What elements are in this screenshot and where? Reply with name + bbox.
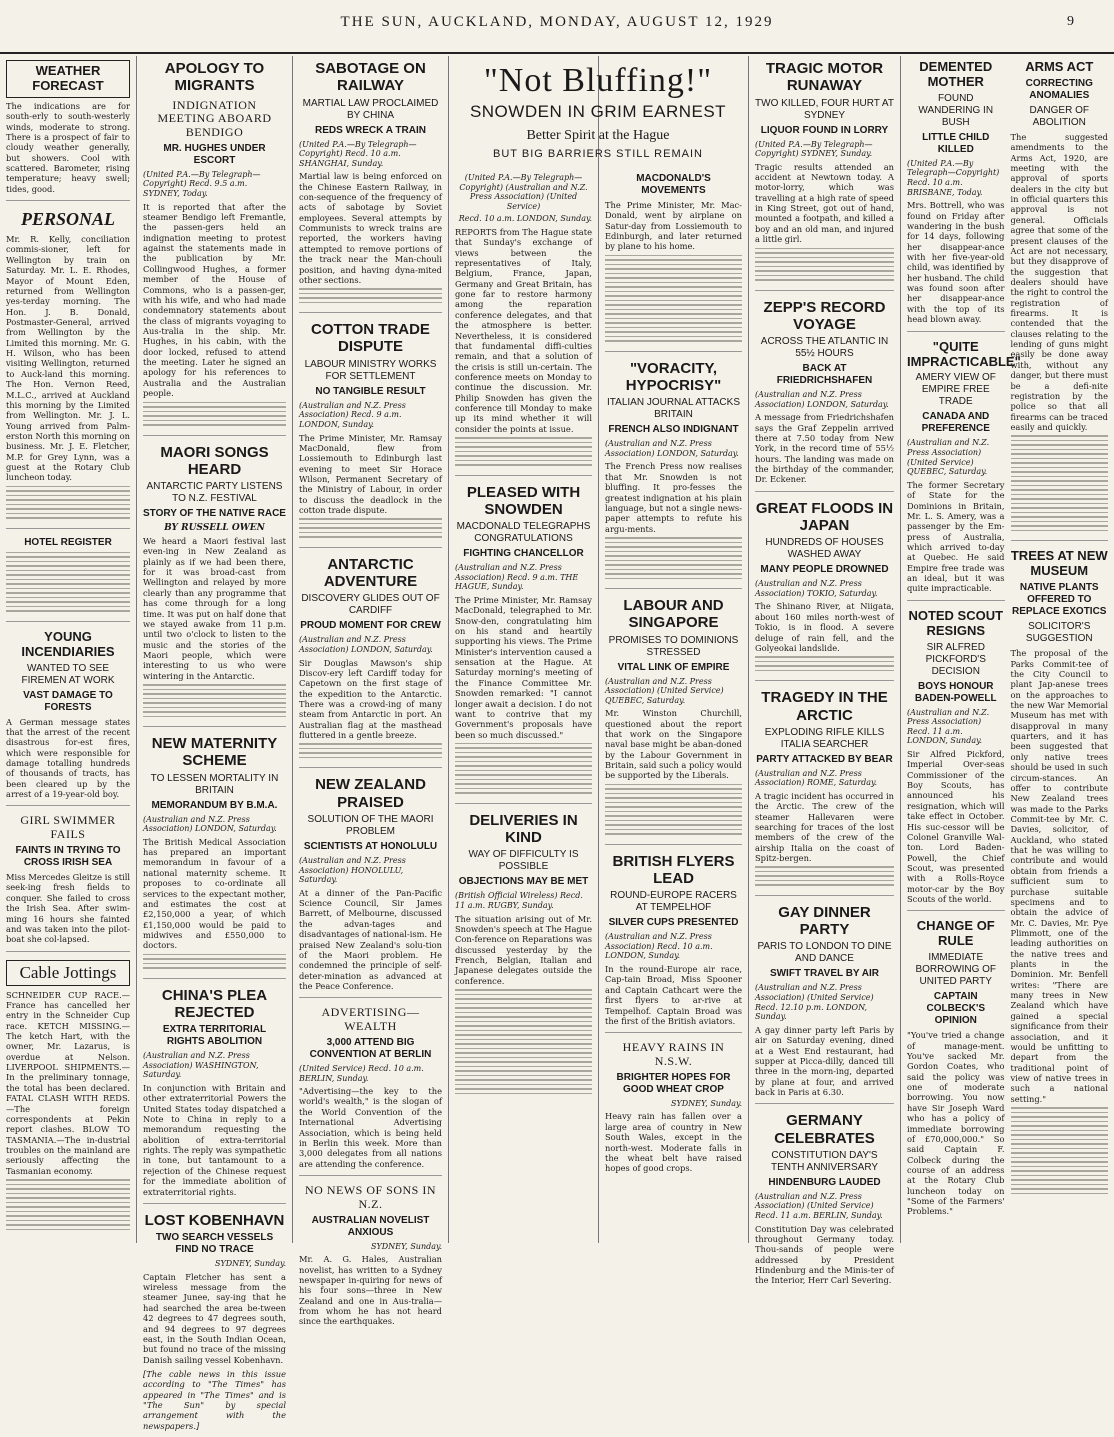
trees-body: The proposal of the Parks Commit-tee of the City Council to plant Jap-anese trees on the approaches to the new War Memorial Museum has met with disapproval in many quarters, and it has been suggested that only native trees should be used in such circum-stances. An offer to contribute New Zealand trees was made to the Parks Commit-tee by Mr. C. Davies, solicitor, of Auckland, who stated that he was willing to contribute and would obtain from friends a sufficient sum to purchase suitable specimens and to obtain the advice of Mr. C. Davies, Mr. Pye Plimmott, one of the leading authorities on the native trees and plants in the Dominion. Mr. Benfell writes: "There are many trees in New Zealand which have gained a special significance from their association, and it would be unfitting to depart from the traditional point of view of native trees in such a national setting." [1010, 648, 1108, 1104]
sabotage-body: Martial law is being enforced on the Chinese Eastern Railway, in con-sequence of the frequency of acts of sabotage by Soviet employees. Several attempts by Communists to wreck trains are reported, the workers having attempted to remove portions of the track near the Man-chouli position, and having dyna-mited other sections. [299, 171, 442, 285]
labour-sub: PROMISES TO DOMINIONS STRESSED [608, 634, 739, 658]
article-antarctic [299, 556, 442, 769]
article-british-flyers [605, 853, 742, 1033]
scout-sub2: BOYS HONOUR BADEN-POWELL [914, 680, 997, 704]
quite-body: The former Secretary of State for the Dominions in Britain, Mr. L. S. Amery, was a passenger by the Em-press of Australia, which arrived to-day at Quebec. He said Empire free trade was an ideal, but it was quite impracticable. [907, 479, 1005, 594]
filler-lines [605, 537, 742, 579]
article-maternity-scheme [143, 735, 286, 979]
migrants-sub2: MR. HUGHES UNDER ESCORT [163, 142, 266, 166]
article-labour-singapore [605, 597, 742, 845]
article-arms-act [1011, 60, 1109, 541]
quite-sub2: CANADA AND PREFERENCE [921, 411, 990, 435]
deliveries-heading: DELIVERIES IN KIND [469, 811, 578, 847]
migrants-credit: (United P.A.—By Telegraph—Copyright) Recd. 9.5 a.m. SYDNEY, Today. [143, 169, 261, 199]
mother-heading: DEMENTED MOTHER [919, 59, 993, 89]
filler-lines [299, 743, 442, 758]
article-tragic-runaway [755, 60, 894, 291]
germany-body: Constitution Day was celebrated throughout Germany today. Thou-sands of people were addressed by President Hindenburg and the Minis-ter of the Interior, Herr Carl Severing. [755, 1223, 894, 1286]
article-personal [6, 209, 130, 529]
germany-credit: (Australian and N.Z. Press Association) (United Service) Recd. 11 a.m. BERLIN, Sunday. [755, 1191, 883, 1221]
pleased-sub: MACDONALD TELEGRAPHS CONGRATULATIONS [456, 521, 591, 545]
banner-second: SNOWDEN IN GRIM EARNEST [469, 102, 727, 121]
flyers-heading: BRITISH FLYERS LEAD [612, 852, 735, 888]
antarctic-body: Sir Douglas Mawson's ship Discov-ery left Cardiff today for Capetown on the first stage of the expedition to the Antarctic. There was a crowd-ing of many steam from Antarctic in port. An Australian flag at the masthead fluttered in a gentle breeze. [299, 657, 442, 741]
sabotage-sub2: REDS WRECK A TRAIN [315, 124, 426, 136]
trees-sub2: SOLICITOR'S SUGGESTION [1025, 621, 1093, 645]
china-body: In conjunction with Britain and other extraterritorial Powers the United States today dispatched a Note to China in reply to a memorandum requesting the abolition of extra-territorial rights. The reply was sympathetic in tone, but tantamount to a rejection of the Chinese request for the immediate abolition of extraterritorial rights. [143, 1082, 286, 1197]
floods-credit: (Australian and N.Z. Press Association) TOKIO, Saturday. [755, 579, 878, 598]
change-sub: IMMEDIATE BORROWING OF UNITED PARTY [915, 952, 997, 988]
scout-sub: SIR ALFRED PICKFORD'S DECISION [925, 641, 986, 677]
migrants-body: It is reported that after the steamer Bendigo left Fremantle, the passen-gers held an indignation meeting to protest against the statements made in the publication by Mr. Collingwood Hughes, a former member of the House of Commons, who is a passen-ger, with his wife, and who had made condemnatory statements about the class of migrants voyaging to Aus-tralia in the ship. Mr. Hughes, in his cabin, with the door locked, refused to attend the meeting. Later he signed an apology for his references to Australia and the Australian people. [143, 201, 286, 399]
girl-body: Miss Mercedes Gleitze is still seek-ing fresh fields to conquer. She failed to cross the Irish Sea. After swim-ming 16 hours she fainted and was taken into the pilot-boat she col-lapsed. [6, 872, 130, 945]
personal-heading: PERSONAL [20, 209, 116, 230]
young-sub2: VAST DAMAGE TO FORESTS [23, 689, 113, 713]
voracity-body: The French Press now realises that Mr. Snowden is not bluffing. It pro-fesses the greatest indignation at his plain language, but not a single news-paper attempts to refute his argu-ments. [605, 461, 742, 534]
change-heading: CHANGE OF RULE [916, 918, 995, 949]
article-hotel-register [6, 537, 130, 622]
deliveries-credit: (British Official Wireless) Recd. 11 a.m. RUGBY, Sunday. [455, 891, 583, 911]
article-macdonald-movements [605, 173, 742, 352]
article-germany-celebrates [755, 1112, 894, 1291]
hague-body: REPORTS from The Hague state that Sunday's exchange of views between the representatives of Italy, Belgium, France, Japan, Germany and Great Britain, has gone far to restore harmony among the reparation conference delegates, and that the atmosphere is better. Nevertheless, it is considered that fundamental diffi-culties remain, and that a solution of the crisis is still un-certain. The conference meets on Monday to continue the discussion. Mr. Philip Snowden has given the conference till Monday to make up its mind whether it will consider the points at issue. [455, 226, 592, 434]
filler-lines [755, 656, 894, 671]
filler-lines [143, 954, 286, 969]
arctic-sub2: PARTY ATTACKED BY BEAR [756, 753, 893, 765]
maternity-body: The British Medical Association has prepared an important memorandum in favour of a national maternity scheme. It proposes to co-ordinate all services to the expectant mother, and estimates the cost at £2,150,000 a year, of which £1,150,000 would be paid to midwives and £550,000 to doctors. [143, 836, 286, 951]
flyers-credit: (Australian and N.Z. Press Association) Recd. 10 a.m. LONDON, Sunday. [605, 932, 713, 961]
arctic-heading: TRAGEDY IN THE ARCTIC [761, 689, 888, 724]
pleased-body: The Prime Minister, Mr. Ramsay MacDonald, telegraphed to Mr. Snow-den, congratulating him on his stand and heartily supporting his views. The Prime Minister's intervention caused a sensation at the Hague. At Saturday morning's meeting of the Finance Committee Mr. Snowden remarked: "I cannot longer await a decision. I do not want to contrive that my Government's proposals have been so much discussed." [455, 594, 592, 740]
article-china-plea [143, 987, 286, 1204]
trees-sub: NATIVE PLANTS OFFERED TO REPLACE EXOTICS [1012, 582, 1107, 618]
change-body: "You've tried a change of manage-ment. You've sacked Mr. Gordon Coates, who said the policy was one of moderate borrowing. You now have Sir Joseph Ward who has a policy of immediate borrowing of £70,000,000." So said Captain F. Colbeck during the course of an address at the Rotary Club luncheon today on "Some of the Farmers' Problems." [907, 1030, 1005, 1217]
china-sub: EXTRA TERRITORIAL RIGHTS ABOLITION [162, 1024, 267, 1048]
article-weather [6, 60, 130, 201]
cable-heading: Cable Jottings [6, 960, 130, 986]
article-cotton-dispute [299, 321, 442, 548]
kobenhavn-credit: SYDNEY, Sunday. [214, 1259, 286, 1269]
maori-sub2: STORY OF THE NATIVE RACE [143, 508, 286, 519]
gay-heading: GAY DINNER PARTY [778, 903, 871, 939]
labour-heading: LABOUR AND SINGAPORE [623, 597, 724, 632]
scout-heading: NOTED SCOUT RESIGNS [908, 607, 1004, 638]
mother-credit: (United P.A.—By Telegraph—Copyright) Recd. 10 a.m. BRISBANE, Today. [907, 158, 1000, 197]
flyers-sub2: SILVER CUPS PRESENTED [608, 917, 739, 929]
maori-sub: ANTARCTIC PARTY LISTENS TO N.Z. FESTIVAL [146, 481, 283, 504]
arms-heading: ARMS ACT [1025, 59, 1094, 74]
article-trees-museum [1011, 549, 1109, 1203]
article-arctic-tragedy [755, 689, 894, 896]
quite-heading: "QUITE IMPRACTICABLE" [907, 338, 1021, 369]
kobenhavn-note: [The cable news in this issue according to "The Times" has appeared in "The Times" and is "The Sun" by special arrangement with the newspapers.] [143, 1368, 286, 1431]
pleased-sub2: FIGHTING CHANCELLOR [463, 548, 584, 560]
maternity-heading: NEW MATERNITY SCHEME [151, 735, 278, 770]
sons-credit: SYDNEY, Sunday. [370, 1241, 442, 1251]
tragic-sub: TWO KILLED, FOUR HURT AT SYDNEY [755, 97, 894, 121]
hotel-heading: HOTEL REGISTER [24, 536, 112, 548]
article-cable-jottings [6, 960, 130, 1239]
macdonald-heading: MACDONALD'S MOVEMENTS [636, 173, 711, 196]
sons-sub: AUSTRALIAN NOVELIST ANXIOUS [311, 1214, 430, 1238]
kobenhavn-body: Captain Fletcher has sent a wireless message from the steamer Junee, say-ing that he had searched the area be-tween 42 degrees to 47 degrees south, and 94 degrees to 97 degrees east, in the South Indian Ocean, but found no trace of the missing Danish sailing vessel Kobenhavn. [143, 1271, 286, 1365]
nz-heading: NEW ZEALAND PRAISED [315, 776, 426, 811]
article-sabotage-railway [299, 60, 442, 313]
arctic-sub: EXPLODING RIFLE KILLS ITALIA SEARCHER [764, 726, 885, 750]
article-nz-praised [299, 776, 442, 998]
china-credit: (Australian and N.Z. Press Association) WASHINGTON, Saturday. [143, 1051, 259, 1080]
filler-lines [605, 784, 742, 835]
labour-sub2: VITAL LINK OF EMPIRE [617, 661, 730, 673]
article-hague [455, 173, 592, 476]
flyers-body: In the round-Europe air race, Cap-tain Broad, Miss Spooner and Captain Cathcart were the first flyers to ar-rive at Tempelhof. Captain Broad was the first of the British aviators. [605, 964, 742, 1026]
zeppelin-sub2: BACK AT FRIEDRICHSHAFEN [776, 363, 873, 387]
article-deliveries-in-kind [455, 812, 592, 1103]
cotton-body: The Prime Minister, Mr. Ramsay MacDonald, flew from Lossiemouth to Edinburgh last evening to meet Sir Horace Wilson, Permanent Secretary of the Ministry of Labour, in order to discuss the deadlock in the cotton trade dispute. [299, 432, 442, 516]
filler-lines [143, 402, 286, 426]
maternity-credit: (Australian and N.Z. Press Association) LONDON, Saturday. [143, 814, 277, 834]
banner-headline [448, 56, 748, 166]
banner-third: Better Spirit at the Hague [526, 128, 670, 143]
antarctic-sub2: PROUD MOMENT FOR CREW [300, 620, 441, 632]
sabotage-sub: MARTIAL LAW PROCLAIMED BY CHINA [302, 97, 439, 121]
filler-lines [755, 866, 894, 886]
voracity-sub: ITALIAN JOURNAL ATTACKS BRITAIN [607, 397, 740, 421]
arms-sub2: DANGER OF ABOLITION [1029, 104, 1089, 128]
voracity-credit: (Australian and N.Z. Press Association) LONDON, Saturday. [605, 439, 739, 458]
article-change-of-rule [907, 919, 1005, 1222]
page-number: 9 [1067, 14, 1074, 29]
gay-sub: PARIS TO LONDON TO DINE AND DANCE [757, 941, 892, 965]
masthead-title: THE SUN, AUCKLAND, MONDAY, AUGUST 12, 1929 [340, 14, 774, 30]
filler-lines [455, 437, 592, 466]
migrants-heading: APOLOGY TO MIGRANTS [164, 60, 265, 95]
article-young-incendiaries [6, 630, 130, 807]
filler-lines [605, 255, 742, 342]
girl-sub: FAINTS IN TRYING TO CROSS IRISH SEA [15, 845, 121, 869]
deliveries-sub2: OBJECTIONS MAY BE MET [458, 876, 589, 888]
hague-dateline: Recd. 10 a.m. LONDON, Sunday. [458, 214, 592, 224]
deliveries-body: The situation arising out of Mr. Snowden's speech at The Hague Con-ference on Reparations was discussed yesterday by the French, Belgian, Italian and Japanese delegates outside the conference. [455, 913, 592, 986]
article-lost-kobenhavn [143, 1212, 286, 1437]
voracity-heading: "VORACITY, HYPOCRISY" [625, 359, 722, 395]
nz-sub: SOLUTION OF THE MAORI PROBLEM [307, 813, 434, 837]
hague-credit: (United P.A.—By Telegraph—Copyright) (Australian and N.Z. Press Association) (United Service) [459, 173, 588, 211]
arctic-credit: (Australian and N.Z. Press Association) ROME, Saturday. [755, 768, 878, 788]
article-noted-scout [907, 609, 1005, 912]
rains-body: Heavy rain has fallen over a large area of country in New South Wales, except in the north-west. Moderate falls in the wheat belt have raised hopes of good crops. [605, 1111, 742, 1174]
cotton-heading: COTTON TRADE DISPUTE [311, 321, 430, 356]
labour-body: Mr. Winston Churchill, questioned about the report that work on the Singapore naval base might be aban-doned by the Labour Government in Britain, said such a policy would be supported by the Liberals. [605, 708, 742, 781]
filler-lines [455, 743, 592, 794]
young-heading: YOUNG INCENDIARIES [21, 628, 115, 659]
rains-heading: HEAVY RAINS IN N.S.W. [622, 1040, 725, 1069]
migrants-sub: INDIGNATION MEETING ABOARD BENDIGO [157, 97, 272, 140]
pleased-credit: (Australian and N.Z. Press Association) Recd. 9 a.m. THE HAGUE, Sunday. [455, 563, 579, 592]
article-heavy-rains [605, 1041, 742, 1179]
column-6 [749, 56, 900, 1286]
column-4 [449, 170, 598, 1243]
maori-byline: BY RUSSELL OWEN [164, 523, 265, 533]
antarctic-heading: ANTARCTIC ADVENTURE [323, 555, 418, 591]
article-apology-migrants [143, 60, 286, 436]
subcolumn-b [1011, 56, 1109, 1231]
rains-sub: BRIGHTER HOPES FOR GOOD WHEAT CROP [616, 1071, 731, 1095]
arms-body: The suggested amendments to the Arms Act, 1920, are meeting with the approval of sports dealers in the city but in official quarters this approval is not general. Officials agree that some of the present clauses of the Act are not necessary, but they disapprove of the suggestion that dealers should have the right to control the registration of firearms. It is contended that the clauses relating to the lending of guns might easily be done away with, without any danger, but there must be a defi-nite registration by the police so that all firearms can be traced easily and quickly. [1010, 131, 1108, 432]
filler-lines [755, 248, 894, 281]
nz-body: At a dinner of the Pan-Pacific Science Council, Sir James Barrett, of Melbourne, discussed the advan-tages and disadvantages of national-ism. He praised New Zealand's solu-tion of the Maori problem. He condemned the principle of self-deter-mination as advanced at the Peace Conference. [299, 887, 442, 991]
maori-body: We heard a Maori festival last even-ing in New Zealand as plainly as if we had been there, for it was broad-cast from Wellington and relayed by more clearly than any programme that has come through for a long time. It was put on half done that we stayed awake from 11 p.m. until two o'clock to listen to the music and the stories of the Maori people, which were interesting to us who were wintering in the Antarctic. [143, 536, 286, 681]
voracity-sub2: FRENCH ALSO INDIGNANT [608, 424, 739, 436]
column-3 [293, 56, 448, 1327]
filler-lines [6, 1179, 130, 1230]
article-zeppelin-voyage [755, 299, 894, 492]
banner-fourth: BUT BIG BARRIERS STILL REMAIN [493, 148, 703, 160]
mother-sub2: LITTLE CHILD KILLED [922, 131, 990, 155]
column-7 [901, 56, 1114, 1243]
maternity-sub2: MEMORANDUM BY B.M.A. [151, 799, 278, 811]
zeppelin-credit: (Australian and N.Z. Press Association) LONDON, Saturday. [755, 390, 889, 409]
kobenhavn-heading: LOST KOBENHAVN [144, 1211, 285, 1229]
weather-body: The indications are for south-erly to south-westerly winds, moderate to strong. There is a prospect of fair to cloudy weather generally, but showers. Cool with scattered. Barometer, rising temperature; heavy swell; tides, good. [6, 100, 130, 194]
germany-heading: GERMANY CELEBRATES [774, 1112, 875, 1147]
article-no-news-sons [299, 1184, 442, 1333]
column-1 [0, 56, 136, 1243]
floods-heading: GREAT FLOODS IN JAPAN [755, 499, 894, 535]
deliveries-sub: WAY OF DIFFICULTY IS POSSIBLE [468, 849, 579, 873]
article-gay-dinner [755, 904, 894, 1104]
article-girl-swimmer [6, 814, 130, 951]
tragic-heading: TRAGIC MOTOR RUNAWAY [765, 60, 884, 95]
masthead [0, 0, 1114, 54]
gay-sub2: SWIFT TRAVEL BY AIR [769, 968, 880, 980]
floods-sub: HUNDREDS OF HOUSES WASHED AWAY [765, 537, 884, 561]
trees-heading: TREES AT NEW MUSEUM [1010, 548, 1108, 579]
kobenhavn-sub: TWO SEARCH VESSELS FIND NO TRACE [155, 1232, 274, 1256]
filler-lines [143, 684, 286, 717]
filler-lines [299, 288, 442, 303]
nz-sub2: SCIENTISTS AT HONOLULU [303, 840, 438, 852]
young-sub1: WANTED TO SEE FIREMEN AT WORK [21, 662, 115, 686]
filler-lines [455, 989, 592, 1094]
quite-credit: (Australian and N.Z. Press Association) (United Service) QUEBEC, Saturday. [907, 438, 990, 477]
gay-body: A gay dinner party left Paris by air on Saturday evening, dined at a West End restaurant, had supper at Picca-dilly, danced till three in the morn-ing, departed by plane at four, and arrived back in Paris at 6.30. [755, 1024, 894, 1097]
arctic-body: A tragic incident has occurred in the Arctic. The crew of the steamer Hallevaren were searching for traces of the lost members of the crew of the airship Italia on the coast of Spitz-bergen. [755, 790, 894, 864]
filler-lines [1011, 435, 1109, 531]
flyers-sub: ROUND-EUROPE RACERS AT TEMPELHOF [610, 890, 737, 914]
sabotage-heading: SABOTAGE ON RAILWAY [315, 60, 426, 95]
pleased-heading: PLEASED WITH SNOWDEN [466, 483, 581, 518]
scout-body: Sir Alfred Pickford, Imperial Over-seas Commissioner of the Boy Scouts, has announced his resignation, which will take effect in October. His suc-cessor will be Colonel Granville Wal-ton. Lord Baden-Powell, the Chief Scout, was presented with a Rolls-Royce motor-car by the Boy Scouts of the world. [907, 749, 1005, 905]
article-voracity [605, 360, 742, 589]
article-pleased-snowden [455, 484, 592, 804]
tragic-credit: (United P.A.—By Telegraph—Copyright) SYDNEY, Sunday. [755, 139, 873, 159]
sabotage-credit: (United P.A.—By Telegraph—Copyright) Recd. 10 a.m. SHANGHAI, Sunday. [299, 139, 417, 168]
germany-sub: CONSTITUTION DAY'S TENTH ANNIVERSARY [770, 1149, 879, 1173]
cotton-sub2: NO TANGIBLE RESULT [315, 385, 426, 397]
macdonald-body: The Prime Minister, Mr. Mac-Donald, went by airplane on Satur-day from Lossiemouth to Edinburgh, and later returned by plane to his home. [605, 200, 742, 252]
article-demented-mother [907, 60, 1005, 332]
column-2 [137, 56, 292, 1431]
cable-body: SCHNEIDER CUP RACE.—France has cancelled her entry in the Schneider Cup race. KETCH MISSING.—The ketch Hart, with the owner, Mr. Lazarus, is overdue at Nelson. LIVERPOOL SHIPMENTS.—In the preliminary tonnage, the total has been declared. FATAL CLASH WITH REDS.—The foreign correspondents at Pekin report clashes. BLOW TO TASMANIA.—The in-dustrial troubles on the mainland are seriously affecting the Tasmanian economy. [6, 989, 130, 1176]
cotton-sub: LABOUR MINISTRY WORKS FOR SETTLEMENT [304, 358, 437, 382]
rains-credit: SYDNEY, Sunday. [670, 1098, 742, 1108]
weather-heading: WEATHER FORECAST [6, 60, 130, 98]
article-advertising [299, 1006, 442, 1176]
filler-lines [6, 552, 130, 612]
cotton-credit: (Australian and N.Z. Press Association) Recd. 9 a.m. LONDON, Sunday. [299, 400, 406, 429]
gay-credit: (Australian and N.Z. Press Association) (United Service) Recd. 12.10 p.m. LONDON, Sunday. [755, 983, 874, 1022]
advert-sub: 3,000 ATTEND BIG CONVENTION AT BERLIN [309, 1036, 432, 1060]
antarctic-sub: DISCOVERY GLIDES OUT OF CARDIFF [301, 593, 440, 617]
floods-body: The Shinano River, at Niigata, about 160 miles north-west of Tokio, is in flood. A severe deluge of rain fell, and the Golyeokai landslide. [755, 601, 894, 653]
article-quite-impracticable [907, 338, 1021, 601]
young-body: A German message states that the arrest of the recent disastrous for-est fires, which were responsible for damage totalling hundreds of thousands of tracts, has been cleared up by the arrest of a 19-year-old boy. [6, 716, 130, 800]
advert-heading: ADVERTISING—WEALTH [321, 1005, 420, 1034]
column-5 [599, 170, 748, 1243]
floods-sub2: MANY PEOPLE DROWNED [760, 564, 889, 576]
arms-sub: CORRECTING ANOMALIES [1025, 77, 1093, 101]
sons-body: Mr. A. G. Hales, Australian novelist, has written to a Sydney newspaper in-quiring for news of his four sons—three in New Zealand and one in Aus-tralia—from whom he has not heard since the earthquakes. [299, 1254, 442, 1327]
scout-credit: (Australian and N.Z. Press Association) Recd. 11 a.m. LONDON, Sunday. [907, 707, 990, 746]
zeppelin-body: A message from Friedrichshafen says the Graf Zeppelin arrived there at 7.50 today from New York, in the record time of 55½ hours. The landing was made on the birthday of the commander, Dr. Eckener. [755, 412, 894, 485]
zeppelin-sub: ACROSS THE ATLANTIC IN 55½ HOURS [760, 336, 889, 360]
change-sub2: CAPTAIN COLBECK'S OPINION [926, 991, 985, 1027]
filler-lines [299, 518, 442, 538]
mother-body: Mrs. Bottrell, who was found on Friday after wandering in the bush for 14 days, following her disappear-ance with her five-year-old child, was identified by her husband. The child was found soon after her disappear-ance with the top of its head blown away. [907, 200, 1005, 325]
labour-credit: (Australian and N.Z. Press Association) (United Service) QUEBEC, Saturday. [605, 676, 724, 705]
maternity-sub: TO LESSEN MORTALITY IN BRITAIN [150, 772, 279, 796]
tragic-sub2: LIQUOR FOUND IN LORRY [760, 124, 889, 136]
banner-main: "Not Bluffing!" [483, 62, 713, 99]
advert-body: "Advertising—the key to the world's wealth," is the slogan of the World Convention of the International Advertising Association, which is being held in Berlin this week. More than 3,000 delegates from all nations are attending the conference. [299, 1086, 442, 1169]
advert-credit: (United Service) Recd. 10 a.m. BERLIN, Sunday. [299, 1063, 424, 1083]
zeppelin-heading: ZEPP'S RECORD VOYAGE [763, 298, 886, 333]
article-maori-songs [143, 444, 286, 728]
china-heading: CHINA'S PLEA REJECTED [161, 986, 268, 1021]
filler-lines [1011, 1107, 1109, 1194]
mother-sub: FOUND WANDERING IN BUSH [918, 92, 994, 128]
germany-sub2: HINDENBURG LAUDED [768, 1176, 881, 1188]
filler-lines [6, 486, 130, 519]
maori-heading: MAORI SONGS HEARD [160, 443, 269, 478]
quite-sub: AMERY VIEW OF EMPIRE FREE TRADE [915, 372, 996, 408]
antarctic-credit: (Australian and N.Z. Press Association) LONDON, Saturday. [299, 635, 433, 654]
sons-heading: NO NEWS OF SONS IN N.Z. [304, 1182, 436, 1211]
girl-heading: GIRL SWIMMER FAILS [20, 813, 116, 842]
article-floods-japan [755, 500, 894, 681]
personal-body: Mr. R. Kelly, conciliation commis-sioner, left for Wellington by train on Saturday. Mr. L. E. Rhodes, Mayor of Mount Eden, returned from Wellington yes-terday morning. The Hon. J. B. Donald, Postmaster-General, arrived from Wellington by the Limited this morning. Mr. G. H. Wilson, who has been visiting Wellington, returned to Auck-land this morning. The Hon. Vernon Reed, M.L.C., arrived at Auckland this morning by the Limited from Wellington. Mr. J. L. Young arrived from Palm-erston North this morning on business. Mr. J. E. Fletcher, M.P. for Grey Lynn, was a guest at the Rotary Club luncheon today. [6, 234, 130, 483]
tragic-body: Tragic results attended an accident at Newtown today. A motor-lorry, which was travelling at a high rate of speed in King Street, got out of hand, mounted a footpath, and killed a boy and an old man, and injured a little girl. [755, 161, 894, 245]
nz-credit: (Australian and N.Z. Press Association) HONOLULU, Saturday. [299, 855, 406, 885]
subcolumn-a [907, 56, 1021, 1231]
